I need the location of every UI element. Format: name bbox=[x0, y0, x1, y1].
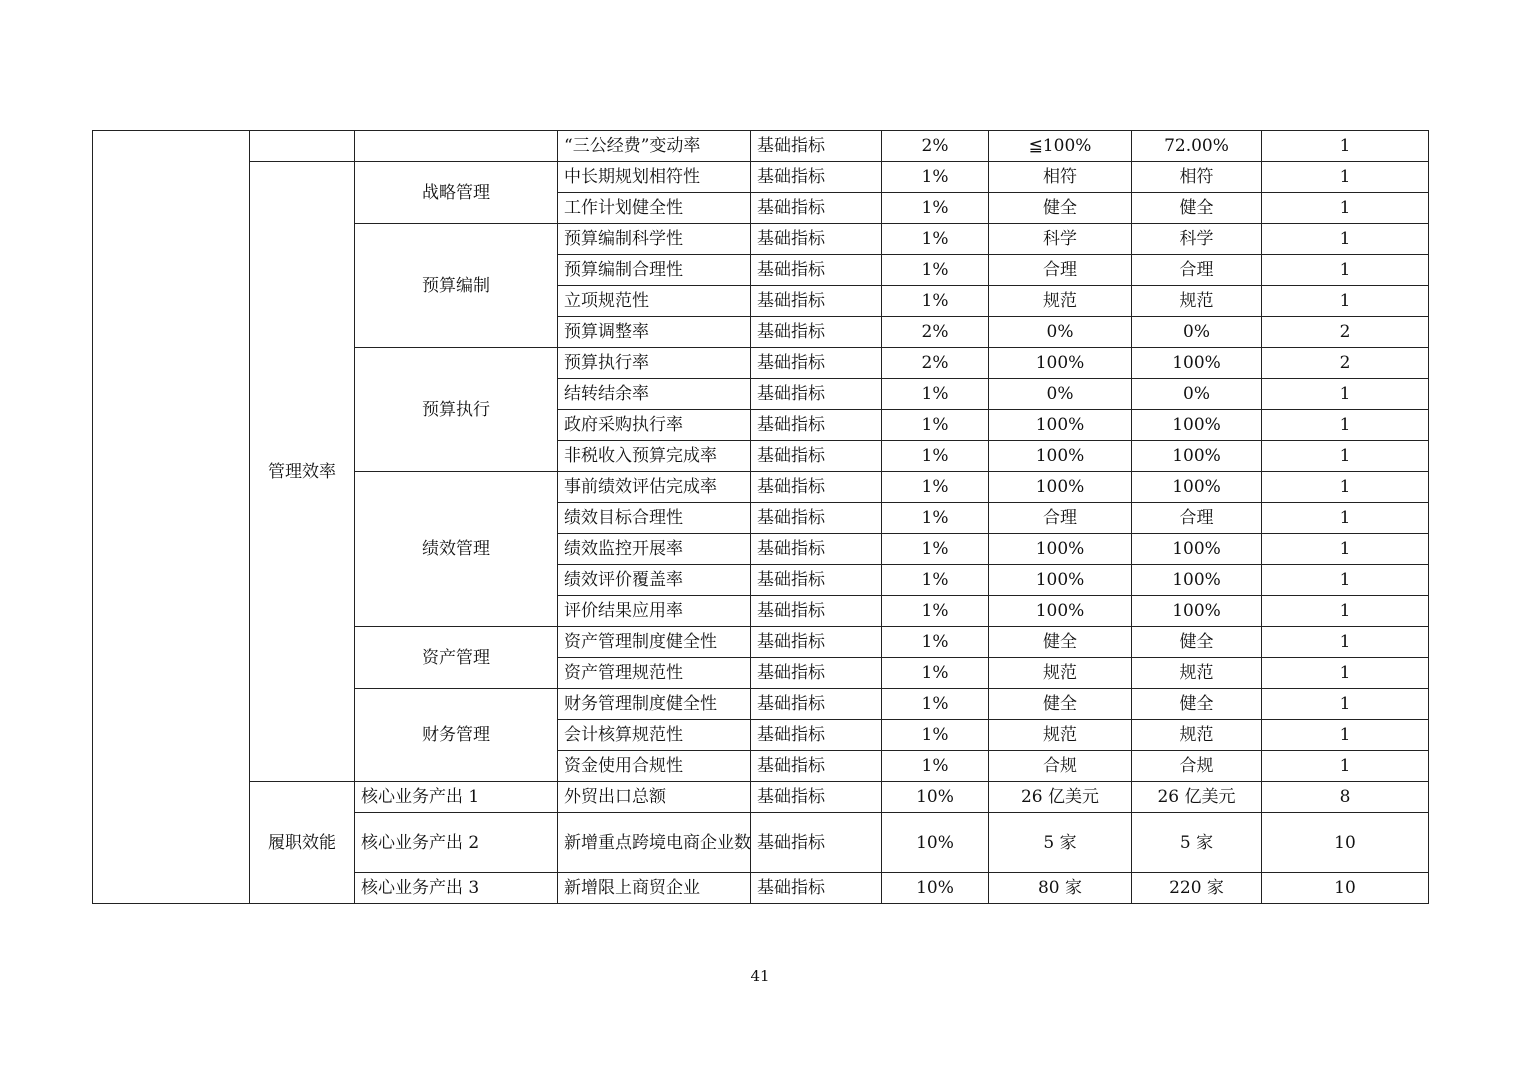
indicator-cell: 资产管理规范性 bbox=[558, 658, 751, 689]
weight-cell: 1% bbox=[882, 689, 989, 720]
actual-cell: 100% bbox=[1132, 534, 1262, 565]
actual-cell: 0% bbox=[1132, 317, 1262, 348]
weight-cell: 1% bbox=[882, 379, 989, 410]
indicator-cell: 外贸出口总额 bbox=[558, 782, 751, 813]
target-cell: 100% bbox=[989, 565, 1132, 596]
indicator-cell: 立项规范性 bbox=[558, 286, 751, 317]
type-cell: 基础指标 bbox=[751, 627, 882, 658]
table-body bbox=[93, 131, 1429, 904]
type-cell: 基础指标 bbox=[751, 689, 882, 720]
indicator-cell: 预算编制科学性 bbox=[558, 224, 751, 255]
actual-cell: 100% bbox=[1132, 410, 1262, 441]
target-cell: 科学 bbox=[989, 224, 1132, 255]
performance-indicator-table bbox=[92, 130, 1429, 904]
indicator-cell: 非税收入预算完成率 bbox=[558, 441, 751, 472]
weight-cell: 10% bbox=[882, 873, 989, 904]
target-cell: 规范 bbox=[989, 658, 1132, 689]
score-cell: 1 bbox=[1262, 751, 1429, 782]
group-duty-performance: 履职效能 bbox=[250, 782, 355, 904]
score-cell: 1 bbox=[1262, 410, 1429, 441]
target-cell: 合理 bbox=[989, 255, 1132, 286]
level3-cell: 战略管理 bbox=[355, 162, 558, 224]
score-cell: 10 bbox=[1262, 813, 1429, 873]
actual-cell: 健全 bbox=[1132, 689, 1262, 720]
type-cell: 基础指标 bbox=[751, 720, 882, 751]
level2-cell bbox=[250, 131, 355, 162]
level3-cell: 财务管理 bbox=[355, 689, 558, 782]
indicator-cell: 绩效评价覆盖率 bbox=[558, 565, 751, 596]
score-cell: 1 bbox=[1262, 534, 1429, 565]
group-management-efficiency: 管理效率 bbox=[250, 162, 355, 782]
weight-cell: 2% bbox=[882, 131, 989, 162]
indicator-cell: 绩效目标合理性 bbox=[558, 503, 751, 534]
target-cell: 健全 bbox=[989, 627, 1132, 658]
target-cell: 健全 bbox=[989, 193, 1132, 224]
weight-cell: 1% bbox=[882, 286, 989, 317]
actual-cell: 72.00% bbox=[1132, 131, 1262, 162]
weight-cell: 1% bbox=[882, 565, 989, 596]
actual-cell: 规范 bbox=[1132, 658, 1262, 689]
indicator-cell: 资金使用合规性 bbox=[558, 751, 751, 782]
type-cell: 基础指标 bbox=[751, 813, 882, 873]
type-cell: 基础指标 bbox=[751, 658, 882, 689]
indicator-cell: 结转结余率 bbox=[558, 379, 751, 410]
target-cell: 100% bbox=[989, 441, 1132, 472]
type-cell: 基础指标 bbox=[751, 441, 882, 472]
indicator-cell: 绩效监控开展率 bbox=[558, 534, 751, 565]
target-cell: 健全 bbox=[989, 689, 1132, 720]
score-cell: 1 bbox=[1262, 162, 1429, 193]
level3-cell: 绩效管理 bbox=[355, 472, 558, 627]
target-cell: 26 亿美元 bbox=[989, 782, 1132, 813]
weight-cell: 1% bbox=[882, 410, 989, 441]
type-cell: 基础指标 bbox=[751, 317, 882, 348]
type-cell: 基础指标 bbox=[751, 751, 882, 782]
actual-cell: 相符 bbox=[1132, 162, 1262, 193]
score-cell: 1 bbox=[1262, 379, 1429, 410]
actual-cell: 26 亿美元 bbox=[1132, 782, 1262, 813]
type-cell: 基础指标 bbox=[751, 782, 882, 813]
type-cell: 基础指标 bbox=[751, 410, 882, 441]
score-cell: 1 bbox=[1262, 131, 1429, 162]
table-row bbox=[93, 782, 1429, 813]
weight-cell: 1% bbox=[882, 658, 989, 689]
target-cell: 5 家 bbox=[989, 813, 1132, 873]
weight-cell: 1% bbox=[882, 596, 989, 627]
actual-cell: 规范 bbox=[1132, 286, 1262, 317]
actual-cell: 合理 bbox=[1132, 503, 1262, 534]
score-cell: 2 bbox=[1262, 348, 1429, 379]
score-cell: 1 bbox=[1262, 441, 1429, 472]
indicator-cell: 中长期规划相符性 bbox=[558, 162, 751, 193]
indicator-cell: 政府采购执行率 bbox=[558, 410, 751, 441]
target-cell: 100% bbox=[989, 348, 1132, 379]
score-cell: 10 bbox=[1262, 873, 1429, 904]
actual-cell: 规范 bbox=[1132, 720, 1262, 751]
target-cell: 规范 bbox=[989, 720, 1132, 751]
type-cell: 基础指标 bbox=[751, 472, 882, 503]
weight-cell: 2% bbox=[882, 348, 989, 379]
target-cell: 100% bbox=[989, 534, 1132, 565]
score-cell: 1 bbox=[1262, 255, 1429, 286]
level3-cell: 预算编制 bbox=[355, 224, 558, 348]
level3-cell: 核心业务产出 2 bbox=[355, 813, 558, 873]
score-cell: 1 bbox=[1262, 286, 1429, 317]
actual-cell: 100% bbox=[1132, 472, 1262, 503]
score-cell: 1 bbox=[1262, 224, 1429, 255]
indicator-cell: 预算编制合理性 bbox=[558, 255, 751, 286]
target-cell: 0% bbox=[989, 379, 1132, 410]
score-cell: 8 bbox=[1262, 782, 1429, 813]
actual-cell: 100% bbox=[1132, 441, 1262, 472]
weight-cell: 10% bbox=[882, 782, 989, 813]
actual-cell: 合规 bbox=[1132, 751, 1262, 782]
indicator-cell: “三公经费”变动率 bbox=[558, 131, 751, 162]
target-cell: 合理 bbox=[989, 503, 1132, 534]
actual-cell: 健全 bbox=[1132, 627, 1262, 658]
level3-cell: 资产管理 bbox=[355, 627, 558, 689]
weight-cell: 1% bbox=[882, 627, 989, 658]
type-cell: 基础指标 bbox=[751, 224, 882, 255]
score-cell: 2 bbox=[1262, 317, 1429, 348]
target-cell: 100% bbox=[989, 410, 1132, 441]
weight-cell: 2% bbox=[882, 317, 989, 348]
level3-cell bbox=[355, 131, 558, 162]
indicator-cell: 工作计划健全性 bbox=[558, 193, 751, 224]
weight-cell: 1% bbox=[882, 441, 989, 472]
actual-cell: 100% bbox=[1132, 348, 1262, 379]
score-cell: 1 bbox=[1262, 627, 1429, 658]
level3-cell: 核心业务产出 1 bbox=[355, 782, 558, 813]
level1-cell bbox=[93, 131, 250, 904]
table-row bbox=[93, 162, 1429, 193]
score-cell: 1 bbox=[1262, 565, 1429, 596]
indicator-cell: 财务管理制度健全性 bbox=[558, 689, 751, 720]
actual-cell: 0% bbox=[1132, 379, 1262, 410]
type-cell: 基础指标 bbox=[751, 348, 882, 379]
score-cell: 1 bbox=[1262, 472, 1429, 503]
target-cell: 合规 bbox=[989, 751, 1132, 782]
weight-cell: 1% bbox=[882, 162, 989, 193]
actual-cell: 100% bbox=[1132, 596, 1262, 627]
weight-cell: 1% bbox=[882, 472, 989, 503]
page-number: 41 bbox=[750, 967, 770, 985]
weight-cell: 1% bbox=[882, 193, 989, 224]
actual-cell: 5 家 bbox=[1132, 813, 1262, 873]
indicator-cell: 资产管理制度健全性 bbox=[558, 627, 751, 658]
level3-cell: 预算执行 bbox=[355, 348, 558, 472]
weight-cell: 1% bbox=[882, 751, 989, 782]
actual-cell: 100% bbox=[1132, 565, 1262, 596]
actual-cell: 科学 bbox=[1132, 224, 1262, 255]
actual-cell: 220 家 bbox=[1132, 873, 1262, 904]
score-cell: 1 bbox=[1262, 689, 1429, 720]
actual-cell: 合理 bbox=[1132, 255, 1262, 286]
score-cell: 1 bbox=[1262, 596, 1429, 627]
target-cell: ≦100% bbox=[989, 131, 1132, 162]
type-cell: 基础指标 bbox=[751, 379, 882, 410]
target-cell: 相符 bbox=[989, 162, 1132, 193]
score-cell: 1 bbox=[1262, 503, 1429, 534]
actual-cell: 健全 bbox=[1132, 193, 1262, 224]
type-cell: 基础指标 bbox=[751, 534, 882, 565]
indicator-cell: 新增重点跨境电商企业数 bbox=[558, 813, 751, 873]
indicator-cell: 预算调整率 bbox=[558, 317, 751, 348]
score-cell: 1 bbox=[1262, 720, 1429, 751]
indicator-cell: 新增限上商贸企业 bbox=[558, 873, 751, 904]
score-cell: 1 bbox=[1262, 193, 1429, 224]
target-cell: 0% bbox=[989, 317, 1132, 348]
type-cell: 基础指标 bbox=[751, 873, 882, 904]
target-cell: 100% bbox=[989, 596, 1132, 627]
indicator-cell: 评价结果应用率 bbox=[558, 596, 751, 627]
weight-cell: 1% bbox=[882, 255, 989, 286]
weight-cell: 1% bbox=[882, 503, 989, 534]
score-cell: 1 bbox=[1262, 658, 1429, 689]
type-cell: 基础指标 bbox=[751, 565, 882, 596]
type-cell: 基础指标 bbox=[751, 193, 882, 224]
weight-cell: 10% bbox=[882, 813, 989, 873]
target-cell: 规范 bbox=[989, 286, 1132, 317]
target-cell: 100% bbox=[989, 472, 1132, 503]
type-cell: 基础指标 bbox=[751, 162, 882, 193]
indicator-cell: 会计核算规范性 bbox=[558, 720, 751, 751]
type-cell: 基础指标 bbox=[751, 596, 882, 627]
indicator-cell: 预算执行率 bbox=[558, 348, 751, 379]
type-cell: 基础指标 bbox=[751, 286, 882, 317]
indicator-cell: 事前绩效评估完成率 bbox=[558, 472, 751, 503]
weight-cell: 1% bbox=[882, 534, 989, 565]
weight-cell: 1% bbox=[882, 224, 989, 255]
type-cell: 基础指标 bbox=[751, 255, 882, 286]
target-cell: 80 家 bbox=[989, 873, 1132, 904]
level3-cell: 核心业务产出 3 bbox=[355, 873, 558, 904]
weight-cell: 1% bbox=[882, 720, 989, 751]
table-row bbox=[93, 131, 1429, 162]
type-cell: 基础指标 bbox=[751, 131, 882, 162]
type-cell: 基础指标 bbox=[751, 503, 882, 534]
